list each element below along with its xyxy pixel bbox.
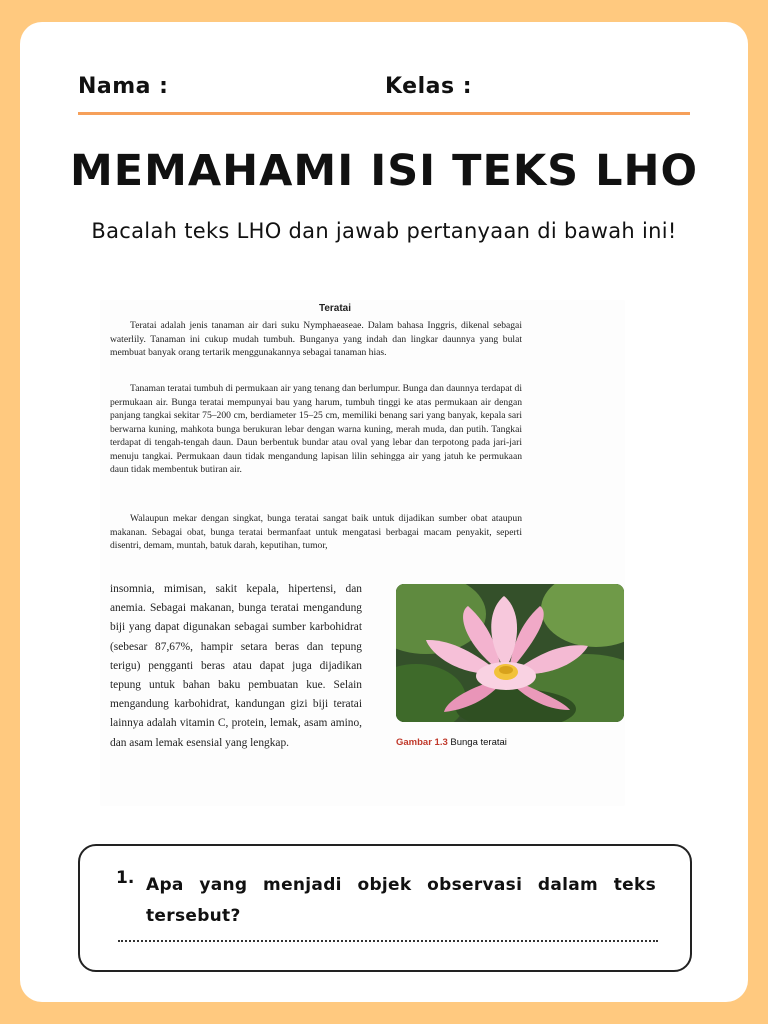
reading-paragraph-1: Teratai adalah jenis tanaman air dari suku Nymphaeaseae. Dalam bahasa Inggris, dikenal sebagai waterlily. Tanaman ini cukup mudah tumbuh. Bunganya yang indah dan lingkar daunnya yang bulat membuat banyak orang tertarik menggunakannya sebagai tanaman hias. — [110, 320, 522, 358]
reading-title: Teratai — [318, 303, 352, 314]
header-divider — [78, 112, 690, 115]
question-text: Apa yang menjadi objek observasi dalam teks tersebut? — [146, 875, 656, 926]
photo-caption — [396, 737, 507, 748]
reading-paragraph-4: insomnia, mimisan, sakit kepala, hipertensi, dan anemia. Sebagai makanan, bunga teratai mengandung biji yang dapat digunakan sebagai sumber karbohidrat (sebesar 87,67%, hampir setara beras dan tepung terigu) pengganti beras atau dapat juga dijadikan tepung untuk bahan baku pembuatan kue. Selain mengandung karbohidrat, kandungan gizi biji teratai lainnya adalah vitamin C, protein, lemak, asam amino, dan asam lemak esensial yang lengkap. — [110, 583, 362, 749]
reading-text-scan — [100, 300, 625, 806]
question-number: 1. — [116, 868, 135, 888]
answer-line[interactable] — [118, 940, 658, 942]
question-box — [78, 844, 692, 972]
nama-label: Nama : — [78, 74, 169, 99]
kelas-label: Kelas : — [385, 74, 473, 99]
reading-paragraph-3: Walaupun mekar dengan singkat, bunga teratai sangat baik untuk dijadikan sumber obat ataupun makanan. Sebagai obat, bunga teratai bermanfaat untuk mengatasi berbagai macam penyakit, seperti disentri, demam, muntah, batuk darah, keputihan, tumor, — [110, 513, 522, 551]
caption-label: Gambar 1.3 — [396, 737, 448, 748]
instruction-text: Bacalah teks LHO dan jawab pertanyaan di bawah ini! — [91, 219, 677, 243]
reading-paragraph-2: Tanaman teratai tumbuh di permukaan air yang tenang dan berlumpur. Bunga dan daunnya terdapat di permukaan air. Bunga teratai mempunyai bau yang harum, tumbuh tinggi ke atas permukaan air dengan panjang tangkai sekitar 75–200 cm, berdiameter 15–25 cm, memiliki benang sari yang banyak, kepala sari berwarna kuning, mahkota bunga berukuran lebar dengan warna kuning, merah muda, dan putih. Tangkai terdapat di tengah-tengah daun. Daun berbentuk bundar atau oval yang lebar dan terpotong pada jari-jari menuju tangkai. Permukaan daun tidak mengandung lapisan lilin sehingga air yang jatuh ke permukaan daun tidak membentuk butiran air. — [110, 383, 522, 475]
worksheet-page — [20, 22, 748, 1002]
caption-text: Bunga teratai — [450, 737, 507, 748]
lotus-flower-photo — [396, 584, 624, 722]
page-title: MEMAHAMI ISI TEKS LHO — [69, 146, 699, 196]
